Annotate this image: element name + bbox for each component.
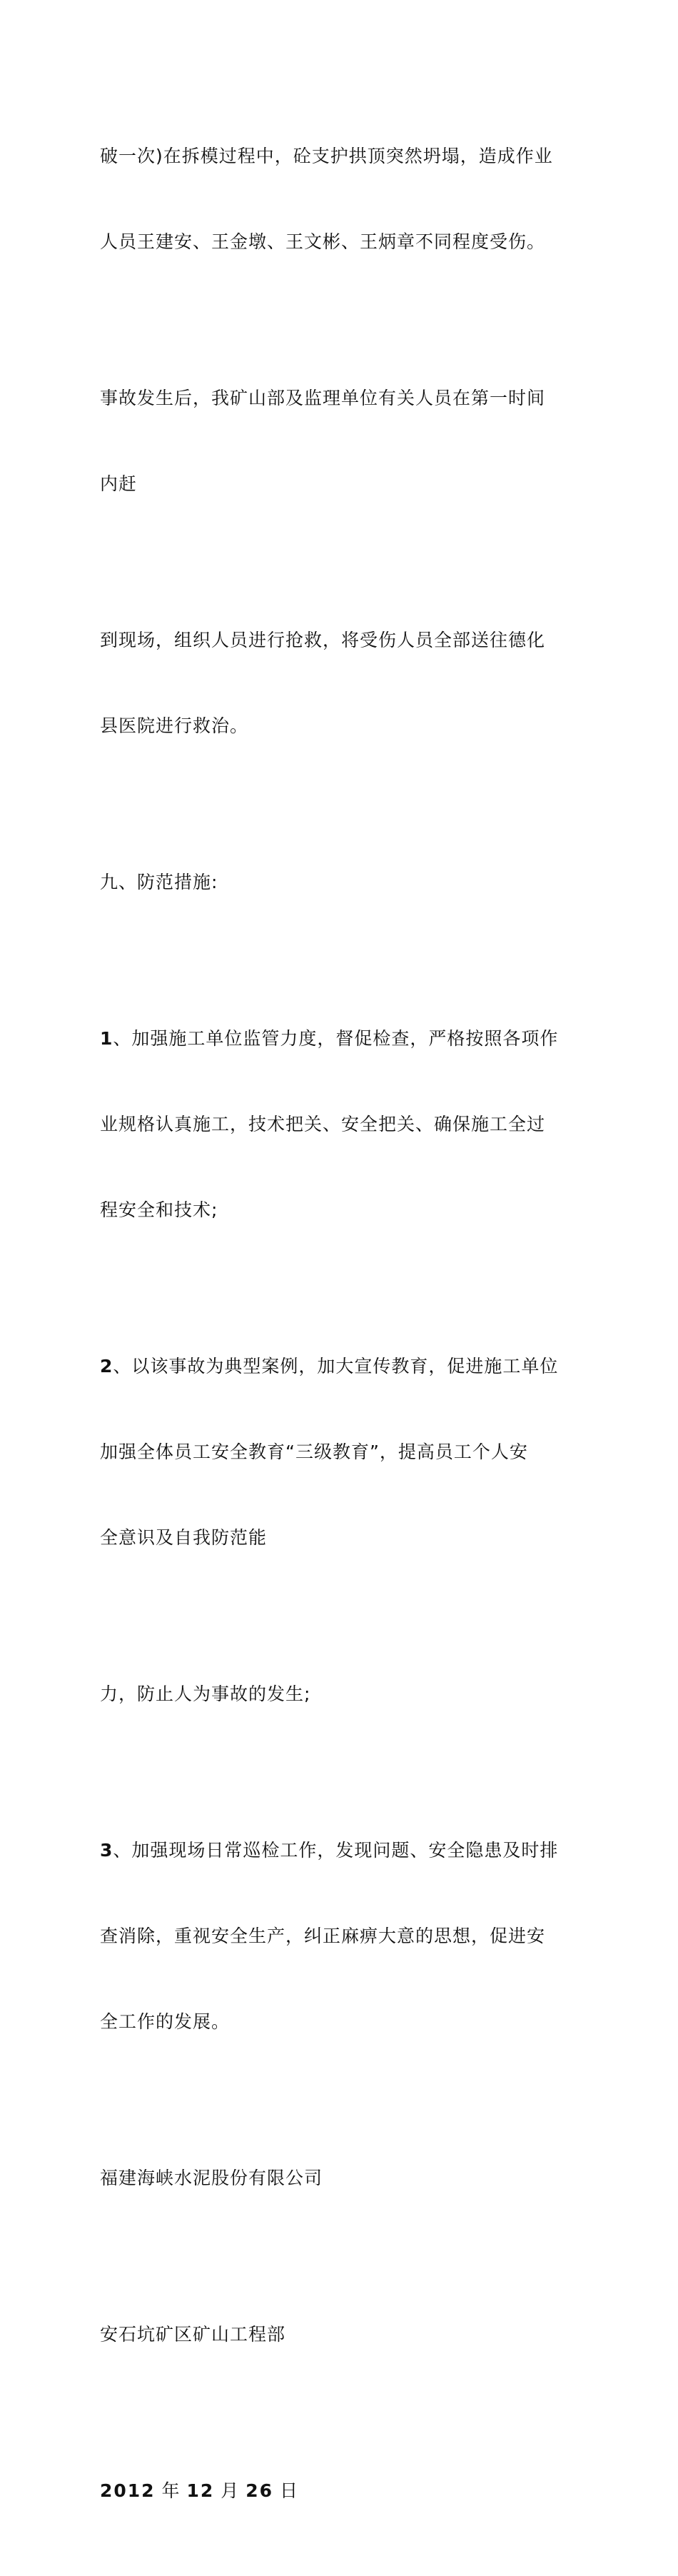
date-month-unit: 月 — [221, 2480, 240, 2501]
text-line: 县医院进行救治。 — [100, 715, 249, 736]
item-number: 3 — [100, 1840, 113, 1861]
text-line: 事故发生后，我矿山部及监理单位有关人员在第一时间 — [100, 388, 546, 408]
paragraph-accident-description — [100, 85, 585, 313]
text-line — [100, 1352, 585, 1381]
measure-item-1 — [100, 967, 585, 1282]
item-number: 1 — [100, 1028, 113, 1049]
date-line — [100, 2477, 585, 2505]
paragraph-rescue — [100, 569, 585, 798]
date-year: 2012 — [100, 2480, 156, 2501]
date-day-unit: 日 — [279, 2480, 298, 2501]
signature-department — [100, 2263, 585, 2406]
text-line: 程安全和技术; — [100, 1199, 218, 1220]
section-heading-prevention — [100, 811, 585, 954]
date-year-unit: 年 — [161, 2480, 181, 2501]
document-body — [100, 85, 585, 2576]
signature-company — [100, 2107, 585, 2250]
item-number: 2 — [100, 1356, 113, 1377]
item-text: 、加强施工单位监管力度，督促检查，严格按照各项作 — [113, 1028, 559, 1049]
date-day: 26 — [246, 2480, 274, 2501]
text-line: 全意识及自我防范能 — [100, 1527, 268, 1548]
text-line: 人员王建安、王金墩、王文彬、王炳章不同程度受伤。 — [100, 231, 546, 252]
text-line: 到现场，组织人员进行抢救，将受伤人员全部送往德化 — [100, 630, 546, 650]
item-text: 、以该事故为典型案例，加大宣传教育，促进施工单位 — [113, 1356, 559, 1377]
text-line: 力，防止人为事故的发生; — [100, 1684, 311, 1704]
text-line: 全工作的发展。 — [100, 2011, 231, 2032]
measure-item-2-continued — [100, 1623, 585, 1766]
text-line: 破一次)在拆模过程中，砼支护拱顶突然坍塌，造成作业 — [100, 146, 553, 166]
text-line: 查消除，重视安全生产，纠正麻痹大意的思想，促进安 — [100, 1926, 546, 1946]
signature-date — [100, 2420, 585, 2562]
company-name: 福建海峡水泥股份有限公司 — [100, 2168, 323, 2188]
measure-item-2 — [100, 1295, 585, 1609]
item-text: 、加强现场日常巡检工作，发现问题、安全隐患及时排 — [113, 1840, 559, 1861]
date-month: 12 — [186, 2480, 215, 2501]
measure-item-3 — [100, 1779, 585, 2093]
department-name: 安石坑矿区矿山工程部 — [100, 2324, 286, 2345]
text-line — [100, 1836, 585, 1865]
section-heading: 九、防范措施: — [100, 872, 218, 892]
paragraph-after-accident — [100, 327, 585, 555]
text-line: 内赶 — [100, 473, 138, 494]
text-line — [100, 1025, 585, 1053]
text-line: 加强全体员工安全教育“三级教育”，提高员工个人安 — [100, 1442, 528, 1462]
text-line: 业规格认真施工，技术把关、安全把关、确保施工全过 — [100, 1114, 546, 1134]
